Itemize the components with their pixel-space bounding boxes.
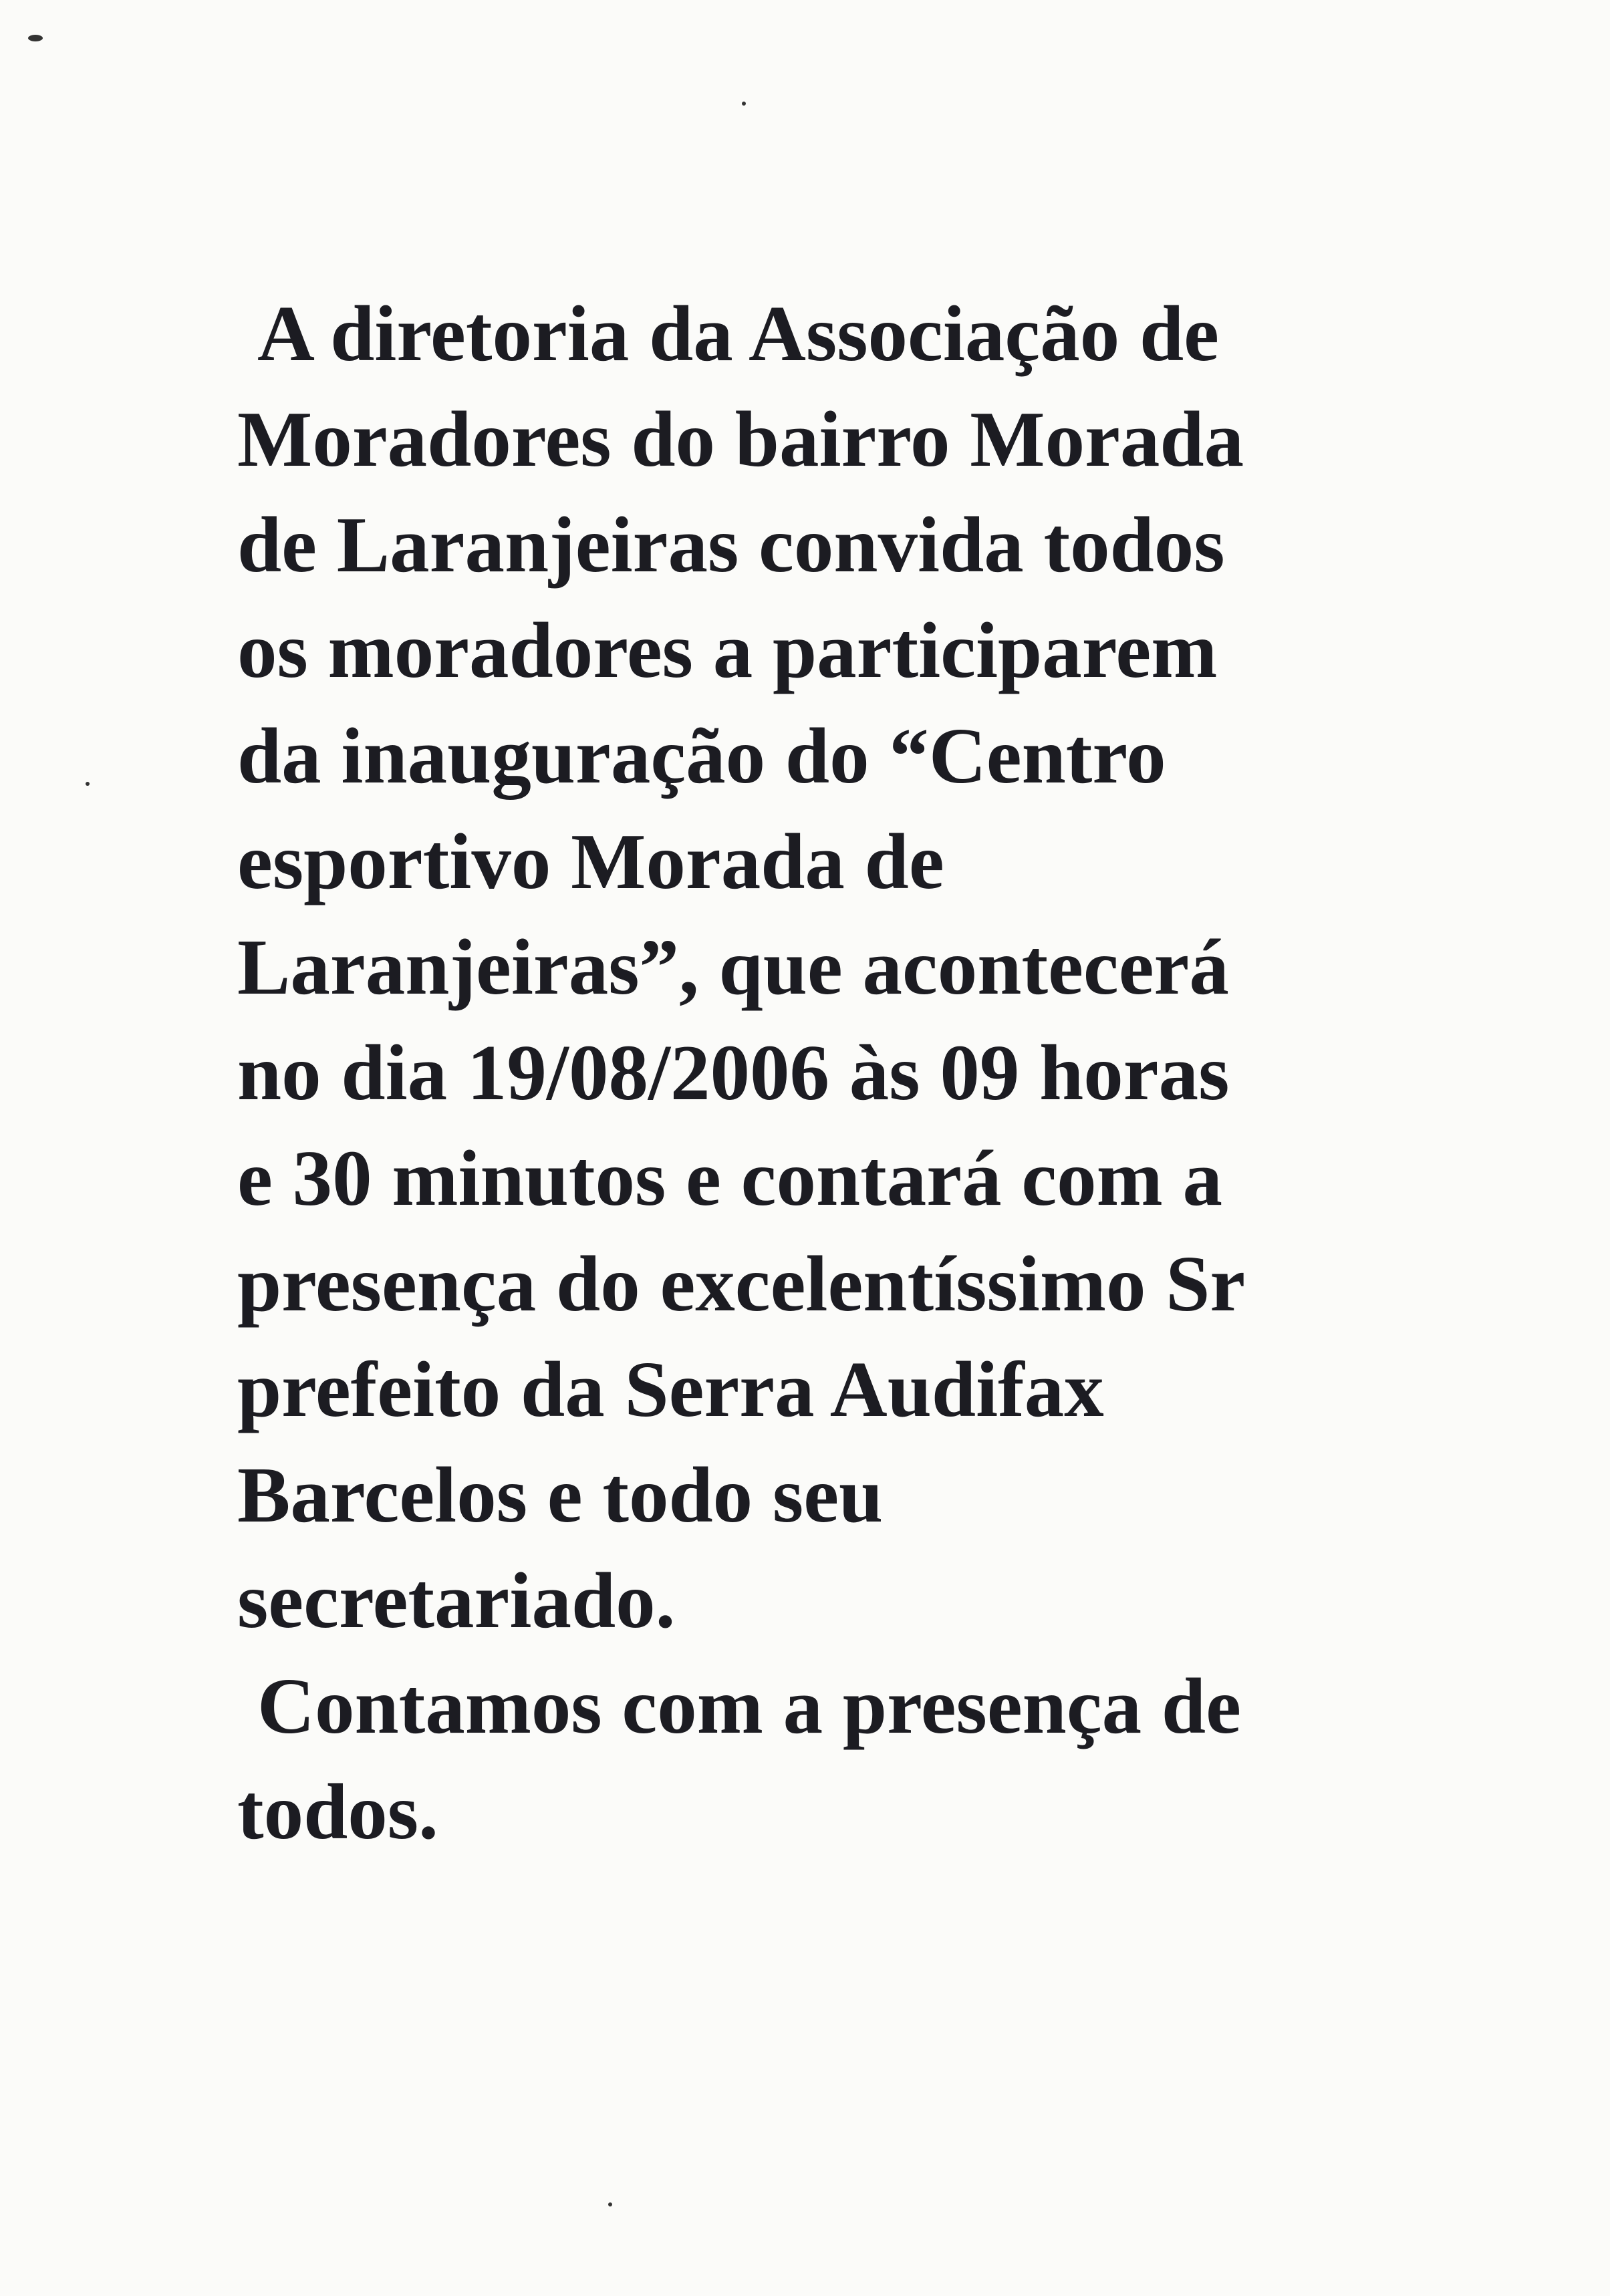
text-line: prefeito da Serra Audifax [237, 1345, 1104, 1433]
speck-mark [86, 782, 90, 786]
text-line: Contamos com a presença de [257, 1662, 1241, 1750]
text-line: esportivo Morada de [237, 817, 944, 905]
text-line: de Laranjeiras convida todos [237, 500, 1225, 589]
text-line: Laranjeiras”, que acontecerá [237, 923, 1229, 1011]
text-line: todos. [237, 1767, 438, 1856]
text-line: Moradores do bairro Morada [237, 395, 1244, 483]
text-line: os moradores a participarem [237, 606, 1218, 694]
text-line: e 30 minutos e contará com a [237, 1134, 1223, 1222]
text-line: Barcelos e todo seu [237, 1451, 884, 1539]
text-line: secretariado. [237, 1556, 676, 1644]
speck-mark [28, 35, 43, 41]
notice-text [237, 281, 1507, 1864]
text-line: presença do excelentíssimo Sr [237, 1240, 1246, 1328]
text-line: no dia 19/08/2006 às 09 horas [237, 1028, 1230, 1117]
speck-mark [608, 2202, 612, 2206]
text-line: A diretoria da Associação de [257, 289, 1219, 378]
speck-mark [742, 102, 746, 106]
text-line: da inauguração do “Centro [237, 712, 1166, 800]
